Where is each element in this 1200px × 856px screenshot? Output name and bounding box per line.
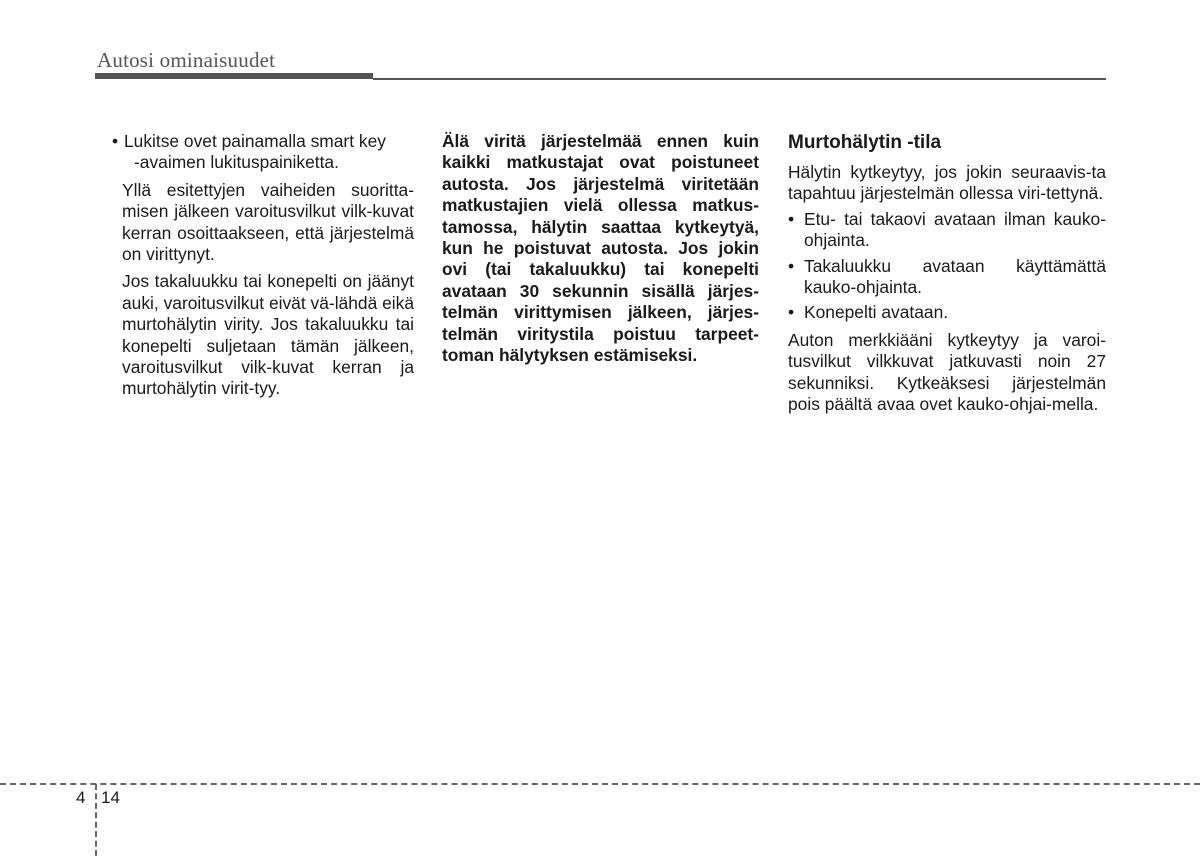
page-number: 14: [101, 788, 120, 807]
bullet-dot: •: [788, 208, 795, 229]
list-item: [788, 256, 1106, 299]
list-item-text: Konepelti avataan.: [804, 302, 949, 323]
header-rule-thick: [95, 73, 373, 79]
column-left: [112, 131, 414, 400]
page-header-title: Autosi ominaisuudet: [97, 48, 276, 72]
footer-dashed-rule: [0, 783, 1200, 785]
chapter-number: 4: [76, 788, 86, 807]
paragraph-outro: Auton merkkiääni kytkeytyy ja varoi-tusvilkut vilkkuvat jatkuvasti noin 27 sekunniksi. Kytkeäksesi järjestelmän pois päältä avaa ovet kauko-ohjai-mella.: [788, 329, 1106, 415]
bullet-dot: •: [788, 255, 795, 276]
paragraph-intro: Hälytin kytkeytyy, jos jokin seuraavis-ta tapahtuu järjestelmän ollessa viri-tettynä.: [788, 162, 1106, 204]
warning-text: Älä viritä järjestelmää ennen kuin kaikki matkustajat ovat poistuneet autosta. Jos järjestelmä viritetään matkustajien vielä ollessa matkus-tamossa, hälytin saattaa kytkeytyä, kun he poistuvat autosta. Jos jokin ovi (tai takaluukku) tai konepelti avataan 30 sekunnin sisällä järjes-telmän virittymisen jälkeen, järjes-telmän viritystila poistuu tarpeet-toman hälytyksen estämiseksi.: [442, 131, 759, 366]
list-item: [788, 209, 1106, 252]
list-item-text: Etu- tai takaovi avataan ilman kauko-ohjainta.: [804, 208, 1106, 251]
bullet-text-line2: -avaimen lukituspainiketta.: [134, 152, 339, 173]
column-right: [788, 131, 1106, 415]
header-rule-thin: [373, 78, 1106, 80]
column-middle: [442, 131, 759, 366]
paragraph-armed-confirmation: Yllä esitettyjen vaiheiden suoritta-misen jälkeen varoitusvilkut vilk-kuvat kerran osoittaakseen, että järjestelmä on virittynyt.: [122, 179, 414, 265]
list-item: [788, 302, 1106, 323]
footer-dashed-divider: [95, 784, 97, 856]
bullet-item-lock: [112, 131, 414, 174]
list-item-text: Takaluukku avataan käyttämättä kauko-ohjainta.: [804, 255, 1106, 298]
section-heading: Murtohälytin -tila: [788, 132, 942, 153]
bullet-dot: •: [788, 302, 795, 323]
paragraph-open-hood-tailgate: Jos takaluukku tai konepelti on jäänyt auki, varoitusvilkut eivät vä-lähdä eikä murtohälytin virity. Jos takaluukku tai konepelti suljetaan tämän jälkeen, varoitusvilkut vilk-kuvat kerran ja murtohälytin virit-tyy.: [122, 271, 414, 399]
bullet-text-line1: Lukitse ovet painamalla smart key: [124, 131, 386, 151]
bullet-dot: •: [112, 131, 119, 151]
